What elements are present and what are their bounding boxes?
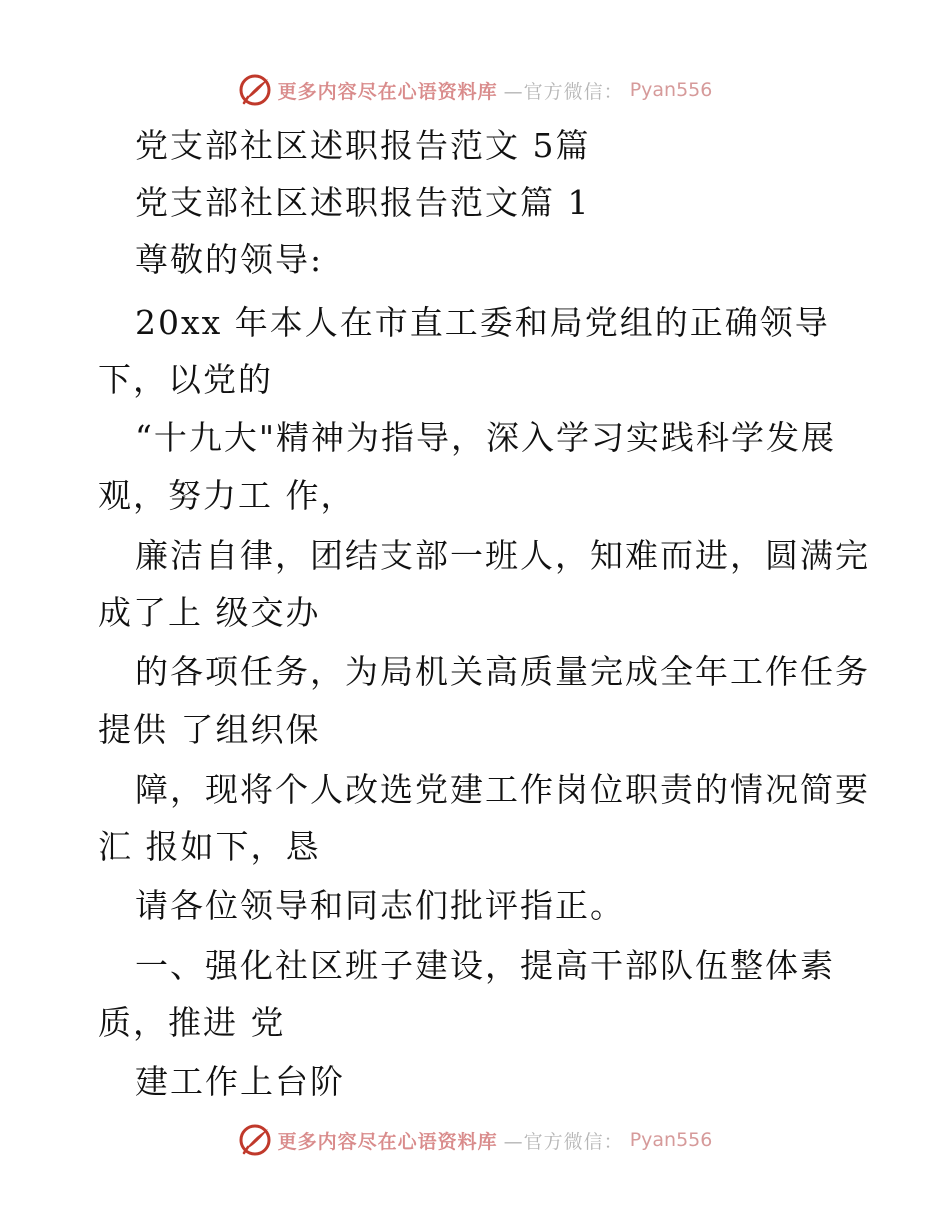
paragraph-line: 质，推进 党 xyxy=(98,1003,286,1042)
paragraph-line: 建工作上台阶 xyxy=(135,1062,345,1101)
header-watermark xyxy=(0,70,950,110)
paragraph-line: 下，以党的 xyxy=(98,360,273,399)
quill-logo-icon xyxy=(238,1123,272,1157)
paragraph-line: 的各项任务，为局机关高质量完成全年工作任务 xyxy=(135,652,870,691)
paragraph-line: 汇 报如下，恳 xyxy=(98,827,321,866)
paragraph-line: 成了上 级交办 xyxy=(98,593,321,632)
quill-logo-icon xyxy=(238,73,272,107)
paragraph-line: 廉洁自律，团结支部一班人，知难而进，圆满完 xyxy=(135,536,870,575)
footer-watermark xyxy=(0,1120,950,1160)
section-heading: 一、强化社区班子建设，提高干部队伍整体素 xyxy=(135,946,835,985)
paragraph-line: 提供 了组织保 xyxy=(98,710,321,749)
watermark-official-text: —官方微信： xyxy=(503,80,624,103)
section-heading: 党支部社区述职报告范文篇 1 xyxy=(135,183,591,222)
watermark-brand-text: 更多内容尽在心语资料库 xyxy=(277,80,498,103)
watermark-official-text: —官方微信： xyxy=(503,1130,624,1153)
watermark-account-text: Pyan556 xyxy=(629,79,713,101)
document-title: 党支部社区述职报告范文 5篇 xyxy=(135,126,591,165)
salutation: 尊敬的领导: xyxy=(135,240,324,279)
paragraph-line: “十九大"精神为指导，深入学习实践科学发展 xyxy=(135,418,837,457)
paragraph-line: 请各位领导和同志们批评指正。 xyxy=(135,886,625,925)
paragraph-line: 障，现将个人改选党建工作岗位职责的情况简要 xyxy=(135,770,870,809)
paragraph-line: 20xx 年本人在市直工委和局党组的正确领导 xyxy=(135,303,830,342)
watermark-brand-text: 更多内容尽在心语资料库 xyxy=(277,1130,498,1153)
watermark-account-text: Pyan556 xyxy=(629,1129,713,1151)
paragraph-line: 观，努力工 作， xyxy=(98,476,356,515)
